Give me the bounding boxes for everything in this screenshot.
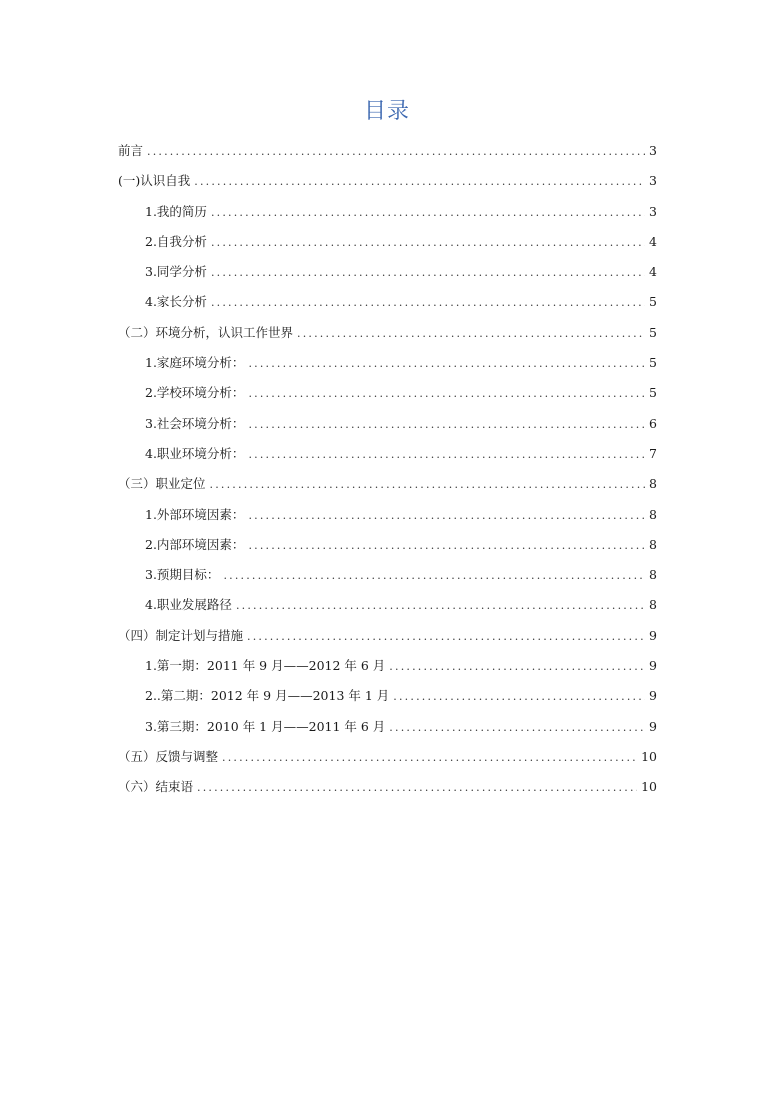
toc-entry[interactable] (118, 409, 657, 439)
toc-entry-page-number: 5 (649, 385, 657, 401)
toc-entry-label: （二）环境分析，认识工作世界 (118, 324, 294, 340)
toc-dot-leader (248, 410, 645, 440)
toc-entry[interactable] (118, 348, 657, 378)
toc-entry-page-number: 7 (649, 445, 657, 461)
toc-entry[interactable] (118, 530, 657, 560)
toc-entry-page-number: 9 (649, 658, 657, 674)
toc-dot-leader (248, 531, 645, 561)
toc-entry-label: 3.社会环境分析： (145, 415, 245, 431)
toc-entry-label: 1.第一期：2011 年 9 月——2012 年 6 月 (145, 658, 386, 674)
toc-entry-label: 3.第三期：2010 年 1 月——2011 年 6 月 (145, 718, 386, 734)
toc-entry[interactable] (118, 681, 657, 711)
toc-entry-page-number: 4 (649, 264, 657, 280)
toc-dot-leader (210, 470, 645, 500)
toc-entry-page-number: 8 (649, 506, 657, 522)
toc-entry-page-number: 5 (649, 294, 657, 310)
toc-entry-label: (一)认识自我 (118, 173, 191, 189)
toc-entry[interactable] (118, 590, 657, 620)
toc-dot-leader (211, 228, 645, 258)
toc-entry[interactable] (118, 560, 657, 590)
toc-entry-page-number: 10 (641, 779, 657, 795)
toc-entry-label: 3.预期目标： (145, 567, 220, 583)
toc-dot-leader (147, 137, 645, 167)
toc-entry-page-number: 8 (649, 536, 657, 552)
toc-entry-label: 4.职业发展路径 (145, 597, 232, 613)
toc-entry-page-number: 8 (649, 476, 657, 492)
toc-entry-page-number: 5 (649, 324, 657, 340)
toc-dot-leader (211, 288, 645, 318)
toc-entry-label: 2.内部环境因素： (145, 536, 245, 552)
toc-entry-label: 1.我的简历 (145, 203, 207, 219)
toc-entry-label: 1.家庭环境分析： (145, 355, 245, 371)
toc-entry-label: 2.自我分析 (145, 233, 207, 249)
toc-dot-leader (223, 561, 645, 591)
toc-list (118, 136, 657, 803)
toc-entry[interactable] (118, 651, 657, 681)
toc-dot-leader (247, 622, 645, 652)
toc-entry-page-number: 3 (649, 203, 657, 219)
toc-entry[interactable] (118, 318, 657, 348)
toc-entry-label: （五）反馈与调整 (118, 748, 219, 764)
toc-entry[interactable] (118, 136, 657, 166)
toc-dot-leader (393, 682, 645, 712)
toc-entry-label: 4.职业环境分析： (145, 445, 245, 461)
toc-entry-page-number: 9 (649, 627, 657, 643)
toc-entry-page-number: 3 (649, 143, 657, 158)
toc-dot-leader (248, 379, 645, 409)
toc-dot-leader (389, 652, 645, 682)
toc-entry-page-number: 8 (649, 567, 657, 583)
toc-entry[interactable] (118, 712, 657, 742)
toc-entry[interactable] (118, 621, 657, 651)
toc-entry-page-number: 10 (641, 748, 657, 764)
toc-entry-label: 1.外部环境因素： (145, 506, 245, 522)
toc-entry[interactable] (118, 439, 657, 469)
toc-entry-label: （四）制定计划与措施 (118, 627, 244, 643)
toc-dot-leader (194, 167, 645, 197)
toc-entry-label: 3.同学分析 (145, 264, 207, 280)
toc-entry[interactable] (118, 227, 657, 257)
toc-entry-label: 2.学校环境分析： (145, 385, 245, 401)
toc-dot-leader (297, 319, 645, 349)
toc-dot-leader (211, 198, 645, 228)
toc-entry[interactable] (118, 197, 657, 227)
toc-entry-label: 2..第二期：2012 年 9 月——2013 年 1 月 (145, 688, 390, 704)
toc-dot-leader (248, 501, 645, 531)
toc-entry-label: （三）职业定位 (118, 476, 206, 492)
toc-entry[interactable] (118, 166, 657, 196)
toc-entry-page-number: 5 (649, 355, 657, 371)
toc-entry-page-number: 4 (649, 233, 657, 249)
toc-entry[interactable] (118, 772, 657, 802)
toc-entry-page-number: 9 (649, 688, 657, 704)
toc-dot-leader (222, 743, 637, 773)
toc-entry-page-number: 3 (649, 173, 657, 189)
toc-entry-label: 前言 (118, 143, 144, 158)
toc-dot-leader (248, 349, 645, 379)
toc-entry-page-number: 8 (649, 597, 657, 613)
toc-entry-page-number: 9 (649, 718, 657, 734)
toc-dot-leader (197, 773, 637, 803)
toc-entry[interactable] (118, 287, 657, 317)
toc-dot-leader (211, 258, 645, 288)
toc-entry[interactable] (118, 257, 657, 287)
toc-dot-leader (236, 591, 645, 621)
toc-entry-label: （六）结束语 (118, 779, 194, 795)
toc-entry[interactable] (118, 469, 657, 499)
toc-entry[interactable] (118, 742, 657, 772)
toc-dot-leader (248, 440, 645, 470)
toc-title: 目录 (363, 99, 410, 124)
toc-entry-label: 4.家长分析 (145, 294, 207, 310)
toc-entry[interactable] (118, 500, 657, 530)
toc-entry[interactable] (118, 378, 657, 408)
toc-dot-leader (389, 713, 645, 743)
toc-entry-page-number: 6 (649, 415, 657, 431)
